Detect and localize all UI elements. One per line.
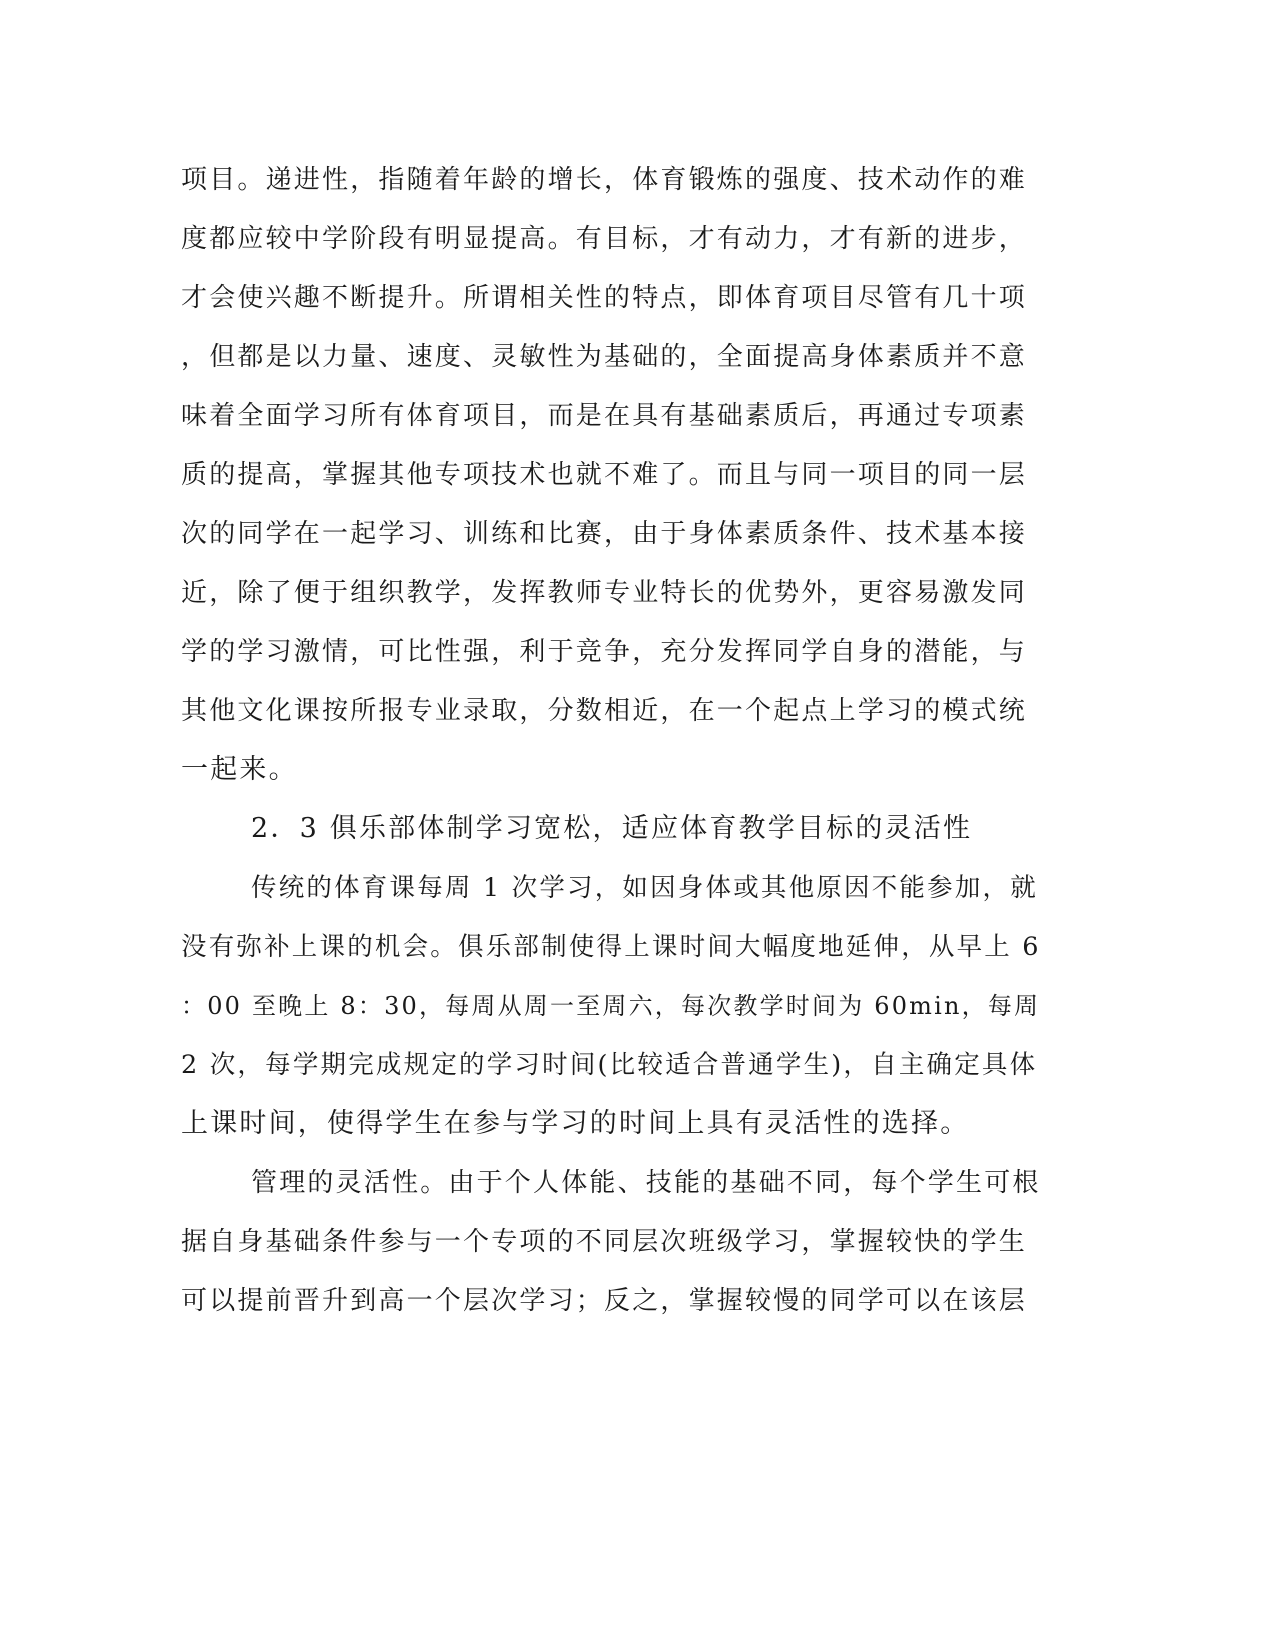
text-line: 项目。递进性，指随着年龄的增长，体育锻炼的强度、技术动作的难: [181, 165, 1028, 195]
text-line: 度都应较中学阶段有明显提高。有目标，才有动力，才有新的进步，: [181, 224, 1028, 254]
text-line: ，但都是以力量、速度、灵敏性为基础的，全面提高身体素质并不意: [181, 342, 1028, 372]
text-line: 2 次，每学期完成规定的学习时间(比较适合普通学生)，自主确定具体: [181, 1050, 1038, 1080]
text-line: 质的提高，掌握其他专项技术也就不难了。而且与同一项目的同一层: [181, 460, 1028, 490]
section-heading: 2．3 俱乐部体制学习宽松，适应体育教学目标的灵活性: [251, 813, 973, 844]
text-line: 次的同学在一起学习、训练和比赛，由于身体素质条件、技术基本接: [181, 519, 1028, 549]
text-line: 才会使兴趣不断提升。所谓相关性的特点，即体育项目尽管有几十项: [181, 283, 1028, 313]
text-line: 学的学习激情，可比性强，利于竞争，充分发挥同学自身的潜能，与: [181, 637, 1028, 667]
text-line: 管理的灵活性。由于个人体能、技能的基础不同，每个学生可根: [251, 1168, 1041, 1198]
text-line: ：00 至晚上 8：30，每周从周一至周六，每次教学时间为 60min，每周: [181, 992, 1041, 1020]
text-line: 据自身基础条件参与一个专项的不同层次班级学习，掌握较快的学生: [181, 1227, 1028, 1257]
text-line: 传统的体育课每周 1 次学习，如因身体或其他原因不能参加，就: [251, 873, 1038, 903]
text-line: 一起来。: [181, 754, 298, 785]
text-line: 可以提前晋升到高一个层次学习；反之，掌握较慢的同学可以在该层: [181, 1286, 1028, 1316]
text-line: 近，除了便于组织教学，发挥教师专业特长的优势外，更容易激发同: [181, 578, 1028, 608]
text-line: 上课时间，使得学生在参与学习的时间上具有灵活性的选择。: [181, 1108, 970, 1139]
text-line: 味着全面学习所有体育项目，而是在具有基础素质后，再通过专项素: [181, 401, 1028, 431]
text-line: 其他文化课按所报专业录取，分数相近，在一个起点上学习的模式统: [181, 696, 1028, 726]
text-line: 没有弥补上课的机会。俱乐部制使得上课时间大幅度地延伸，从早上 6: [181, 932, 1041, 962]
